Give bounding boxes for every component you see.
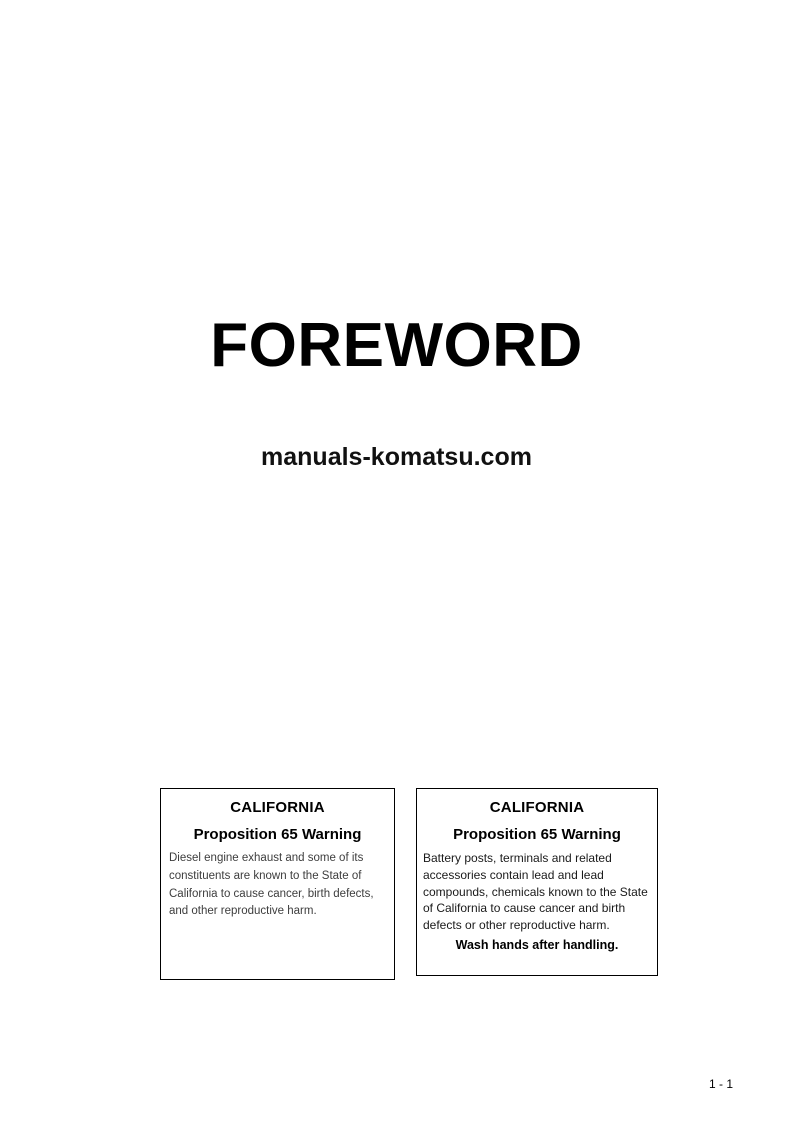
warning-body-text: Diesel engine exhaust and some of its constituents are known to the State of California to cause cancer, birth defects, and other reproductive harm. [169, 852, 374, 918]
site-url-watermark: manuals-komatsu.com [261, 443, 532, 471]
warning-label-diesel-exhaust [160, 788, 395, 980]
warning-label-battery [416, 788, 658, 976]
warning-body-text: Battery posts, terminals and related accessories contain lead and lead compounds, chemicals known to the State of California to cause cancer and birth defects or other reproductive harm. [423, 851, 648, 933]
warning-heading: CALIFORNIA [230, 799, 325, 816]
page-number: 1 - 1 [708, 1077, 733, 1091]
warning-labels-group [160, 788, 660, 983]
warning-heading: CALIFORNIA [489, 799, 585, 816]
warning-subheading: Proposition 65 Warning [453, 826, 621, 843]
page-title: FOREWORD [210, 311, 583, 380]
warning-subheading: Proposition 65 Warning [193, 826, 362, 843]
warning-footer-text: Wash hands after handling. [455, 937, 619, 952]
